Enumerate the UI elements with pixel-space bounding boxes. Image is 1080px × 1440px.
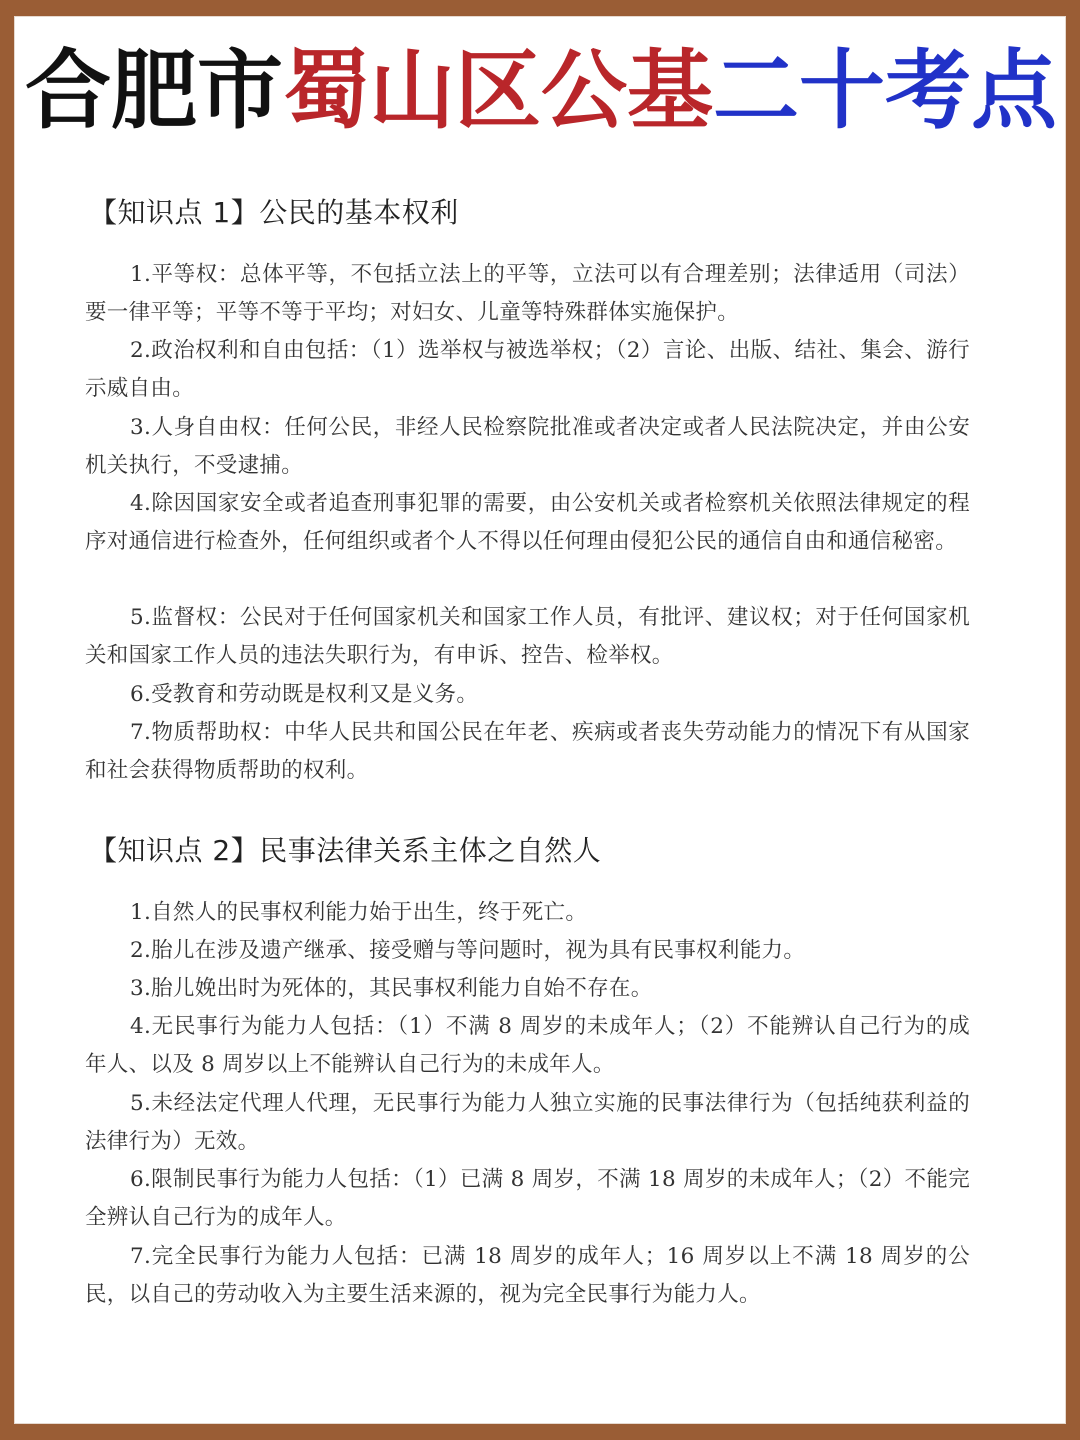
section1-item-2: 2.政治权利和自由包括：（1）选举权与被选举权；（2）言论、出版、结社、集会、游行示威自由。 <box>85 338 970 401</box>
section-heading-1: 【知识点 1】公民的基本权利 <box>89 196 459 229</box>
section2-item-2: 2.胎儿在涉及遗产继承、接受赠与等问题时，视为具有民事权利能力。 <box>130 938 806 963</box>
section2-item-3: 3.胎儿娩出时为死体的，其民事权利能力自始不存在。 <box>130 976 653 1001</box>
title-part-district: 蜀山区公基 <box>283 41 713 141</box>
section2-item-5: 5.未经法定代理人代理，无民事行为能力人独立实施的民事法律行为（包括纯获利益的法律行为）无效。 <box>85 1091 970 1154</box>
section1-item-5: 5.监督权：公民对于任何国家机关和国家工作人员，有批评、建议权；对于任何国家机关和国家工作人员的违法失职行为，有申诉、控告、检举权。 <box>85 605 970 668</box>
section1-item-6: 6.受教育和劳动既是权利又是义务。 <box>130 682 479 707</box>
section2-item-7: 7.完全民事行为能力人包括：已满 18 周岁的成年人；16 周岁以上不满 18 周岁的公民，以自己的劳动收入为主要生活来源的，视为完全民事行为能力人。 <box>85 1244 970 1307</box>
title-part-count: 二十考点 <box>713 41 1057 141</box>
section2-item-4: 4.无民事行为能力人包括：（1）不满 8 周岁的未成年人；（2）不能辨认自己行为的成年人、以及 8 周岁以上不能辨认自己行为的未成年人。 <box>85 1014 970 1077</box>
section1-item-7: 7.物质帮助权：中华人民共和国公民在年老、疾病或者丧失劳动能力的情况下有从国家和社会获得物质帮助的权利。 <box>85 720 970 783</box>
title-part-city: 合肥市 <box>25 41 283 141</box>
document-card <box>14 16 1066 1424</box>
section-heading-2: 【知识点 2】民事法律关系主体之自然人 <box>89 834 602 867</box>
section1-item-4: 4.除因国家安全或者追查刑事犯罪的需要，由公安机关或者检察机关依照法律规定的程序对通信进行检查外，任何组织或者个人不得以任何理由侵犯公民的通信自由和通信秘密。 <box>85 491 970 554</box>
section1-item-3: 3.人身自由权：任何公民，非经人民检察院批准或者决定或者人民法院决定，并由公安机关执行，不受逮捕。 <box>85 415 970 478</box>
page-title <box>23 31 1059 151</box>
section2-item-6: 6.限制民事行为能力人包括：（1）已满 8 周岁，不满 18 周岁的未成年人；（2）不能完全辨认自己行为的成年人。 <box>85 1167 970 1230</box>
section2-item-1: 1.自然人的民事权利能力始于出生，终于死亡。 <box>130 900 588 925</box>
section1-item-1: 1.平等权：总体平等，不包括立法上的平等，立法可以有合理差别；法律适用（司法）要一律平等；平等不等于平均；对妇女、儿童等特殊群体实施保护。 <box>85 262 970 325</box>
